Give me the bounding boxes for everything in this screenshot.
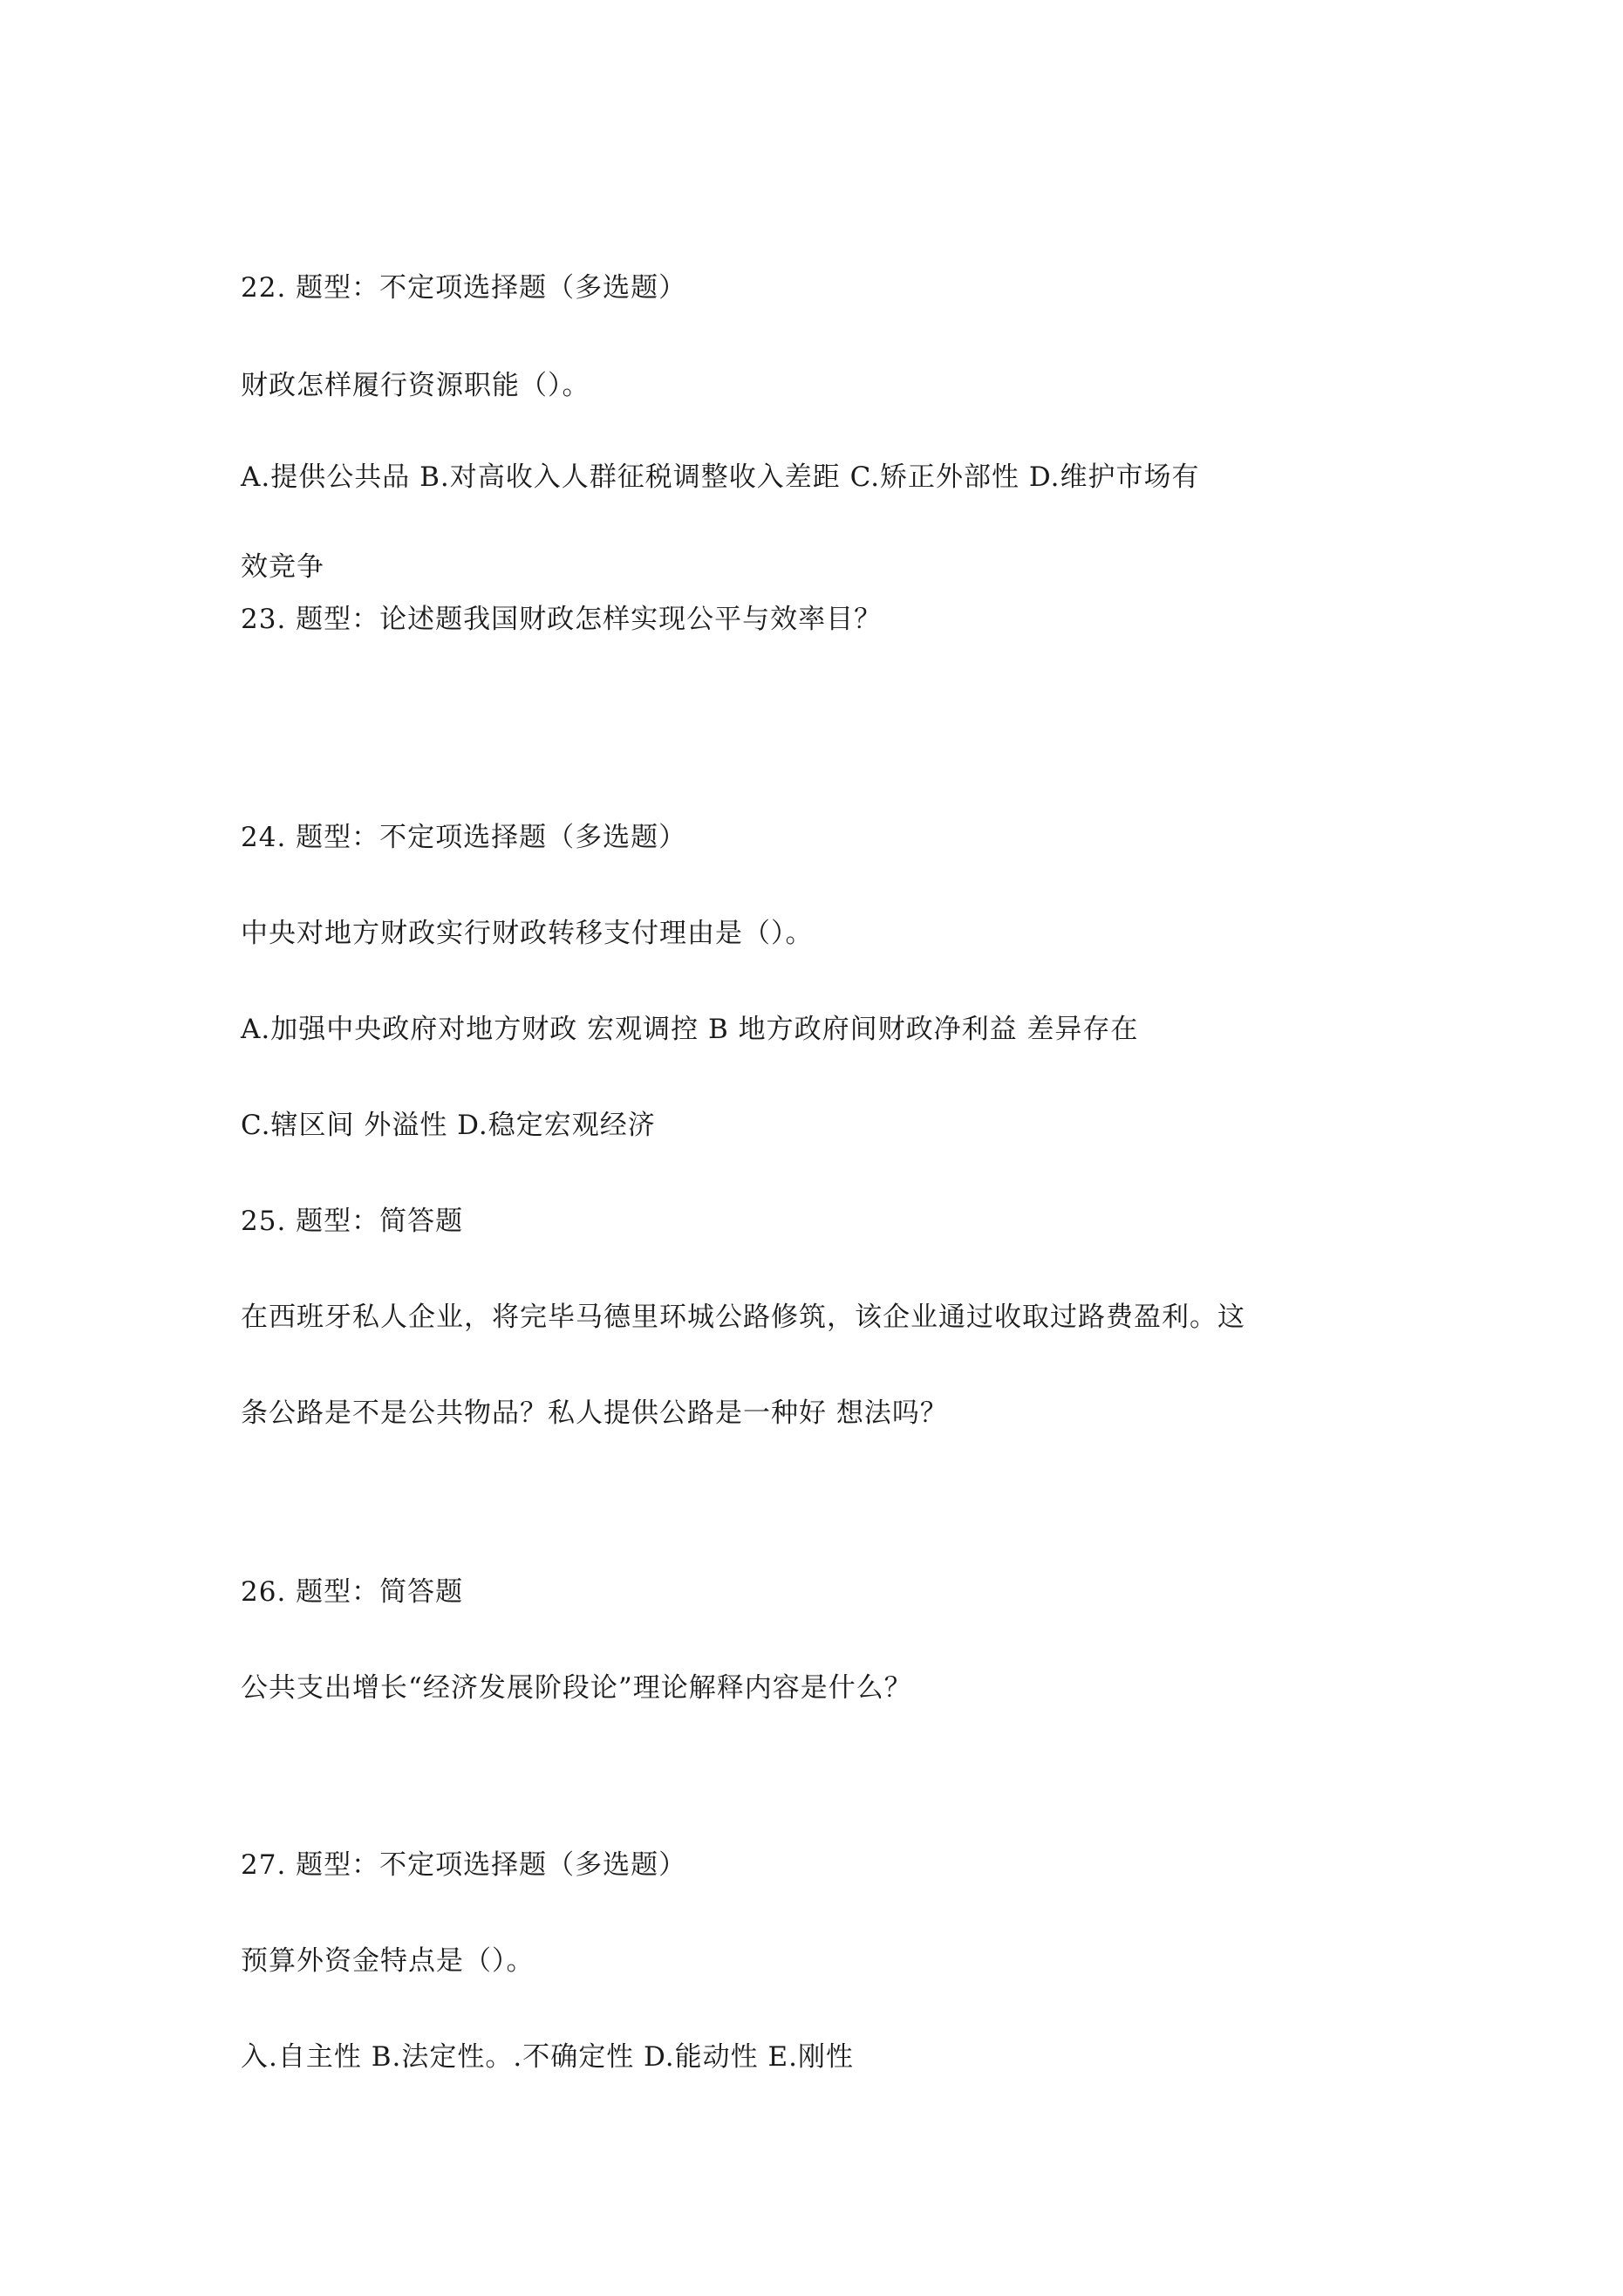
question-27-stem: 预算外资金特点是（）。 (241, 1945, 535, 1977)
question-22-options-line1: A.提供公共品 B.对高收入人群征税调整收入差距 C.矫正外部性 D.维护市场有 (241, 461, 1200, 493)
question-23-header: 23. 题型：论述题我国财政怎样实现公平与效率目？ (241, 604, 883, 635)
question-22-options-line2: 效竞争 (241, 551, 324, 583)
question-27-header: 27. 题型：不定项选择题（多选题） (241, 1849, 687, 1881)
question-26-header: 26. 题型：简答题 (241, 1576, 464, 1608)
question-24-stem: 中央对地方财政实行财政转移支付理由是（）。 (241, 918, 814, 949)
question-24-header: 24. 题型：不定项选择题（多选题） (241, 822, 687, 853)
question-27-options: 入.自主性 B.法定性。.不确定性 D.能动性 E.刚性 (241, 2041, 854, 2073)
question-25-stem-line2: 条公路是不是公共物品？私人提供公路是一种好 想法吗？ (241, 1397, 948, 1429)
question-25-stem-line1: 在西班牙私人企业，将完毕马德里环城公路修筑，该企业通过收取过路费盈利。这 (241, 1302, 1245, 1333)
question-24-options-line2: C.辖区间 外溢性 D.稳定宏观经济 (241, 1110, 656, 1141)
question-22-header: 22. 题型：不定项选择题（多选题） (241, 272, 687, 304)
question-25-header: 25. 题型：简答题 (241, 1206, 464, 1237)
question-24-options-line1: A.加强中央政府对地方财政 宏观调控 B 地方政府间财政净利益 差异存在 (241, 1014, 1139, 1045)
question-22-stem: 财政怎样履行资源职能（）。 (241, 370, 590, 401)
question-26-stem: 公共支出增长“经济发展阶段论”理论解释内容是什么？ (241, 1672, 912, 1704)
